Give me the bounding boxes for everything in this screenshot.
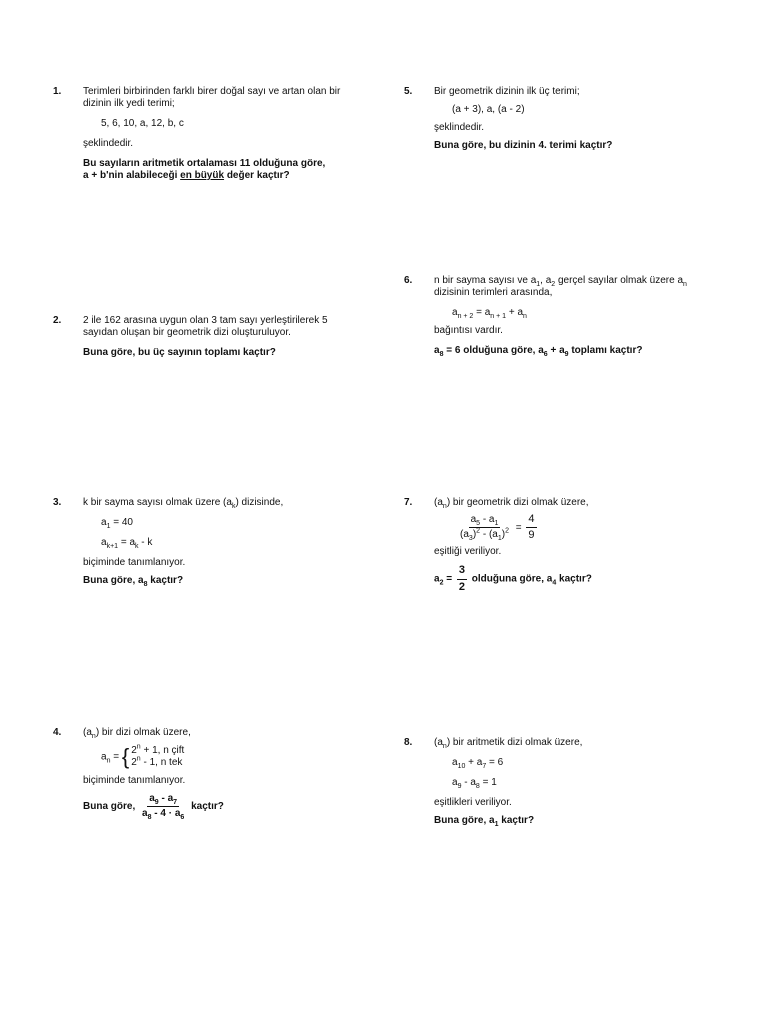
question-1 (53, 86, 383, 182)
fraction: $\frac{a_5 - a_1}{(a_3)^2 - (a_1)^2}$ (460, 514, 509, 543)
question-5 (404, 86, 734, 152)
equation-2: $a_{k+1} = a_k - k$ (101, 537, 153, 550)
question-8 (404, 737, 734, 828)
question-number: 7. (404, 497, 413, 508)
prompt-part: a + b'nin alabileceği (83, 170, 181, 181)
question-text: şeklindedir. (83, 138, 134, 149)
question-text: Terimleri birbirinden farklı birer doğal sayı ve artan olan bir (83, 86, 341, 97)
sequence: 5, 6, 10, a, 12, b, c (101, 118, 184, 129)
question-prompt: Buna göre, bu üç sayının toplamı kaçtır? (83, 347, 276, 358)
question-text: $(a_n)$ bir aritmetik dizi olmak üzere, (434, 737, 583, 750)
sequence: (a + 3), a, (a - 2) (452, 104, 525, 115)
case-odd: 2$^n$ - 1, n tek (131, 755, 183, 768)
question-3 (53, 497, 383, 588)
case-even: $2^n + 1$, n çift (131, 743, 185, 756)
question-prompt: $a_2$ = $\frac{3}{2}$ olduğuna göre, $a_4$ kaçtır? (434, 564, 592, 593)
fraction: $\frac{3}{2}$ (458, 564, 465, 593)
question-number: 1. (53, 86, 62, 97)
cases (131, 745, 184, 769)
question-7 (404, 497, 734, 594)
question-text: n bir sayma sayısı ve $a_1$, $a_2$ gerçel sayılar olmak üzere $a_n$ (434, 275, 687, 288)
question-text: dizinin ilk yedi terimi; (83, 98, 175, 109)
question-text: eşitlikleri veriliyor. (434, 797, 512, 808)
ratio-equation: $\frac{a_5 - a_1}{(a_3)^2 - (a_1)^2}$ = $\frac{4}{9}$ (460, 513, 535, 543)
question-number: 2. (53, 315, 62, 326)
question-prompt: Buna göre, $a_1$ kaçtır? (434, 815, 535, 828)
question-text: k bir sayma sayısı olmak üzere $(a_k)$ dizisinde, (83, 497, 284, 510)
fraction: $\frac{4}{9}$ (528, 513, 535, 542)
question-prompt (83, 170, 383, 182)
question-text: biçiminde tanımlanıyor. (83, 775, 186, 786)
question-text: eşitliği veriliyor. (434, 546, 502, 558)
question-prompt: Buna göre, bu dizinin 4. terimi kaçtır? (434, 140, 613, 151)
question-number: 5. (404, 86, 413, 97)
brace-symbol: { (121, 744, 130, 769)
equation-2: $a_9 - a_8 = 1$ (452, 777, 497, 790)
question-text: 2 ile 162 arasına uygun olan 3 tam sayı yerleştirilerek 5 (83, 315, 328, 326)
question-2 (53, 315, 383, 359)
question-prompt: Bu sayıların aritmetik ortalaması 11 olduğuna göre, (83, 158, 326, 169)
question-number: 3. (53, 497, 62, 508)
question-prompt: $a_8 = 6$ olduğuna göre, $a_6 + a_9$ toplamı kaçtır? (434, 345, 643, 358)
question-number: 6. (404, 275, 413, 286)
question-prompt: Buna göre, $a_8$ kaçtır? (83, 575, 184, 588)
question-text: bağıntısı vardır. (434, 325, 503, 336)
question-text: dizisinin terimleri arasında, (434, 287, 553, 298)
prompt-part: değer kaçtır? (224, 170, 290, 181)
question-number: 4. (53, 727, 62, 738)
question-text: şeklindedir. (434, 122, 485, 133)
fraction: $\frac{a_9 - a_7}{a_8 - 4 \cdot a_6}$ (142, 793, 185, 821)
recurrence: $a_{n + 2} = a_{n + 1} + a_n$ (452, 307, 527, 320)
question-text: Bir geometrik dizinin ilk üç terimi; (434, 86, 580, 97)
question-text: $(a_n)$ bir geometrik dizi olmak üzere, (434, 497, 589, 510)
piecewise-definition: $a_n$ = { $2^n + 1$, n çift 2$^n$ - 1, n tek (101, 743, 185, 769)
question-4 (53, 727, 383, 821)
question-6 (404, 275, 734, 358)
question-text: biçiminde tanımlanıyor. (83, 557, 186, 568)
underlined-phrase: en büyük (180, 170, 225, 181)
equation-1: $a_{10} + a_7 = 6$ (452, 757, 504, 770)
question-text: $(a_n)$ bir dizi olmak üzere, (83, 727, 191, 740)
question-number: 8. (404, 737, 413, 748)
question-prompt: Buna göre, $\frac{a_9 - a_7}{a_8 - 4 \cdot a_6}$ kaçtır? (83, 793, 224, 821)
equation-1: $a_1 = 40$ (101, 517, 133, 530)
question-text: sayıdan oluşan bir geometrik dizi oluşturuluyor. (83, 327, 291, 338)
